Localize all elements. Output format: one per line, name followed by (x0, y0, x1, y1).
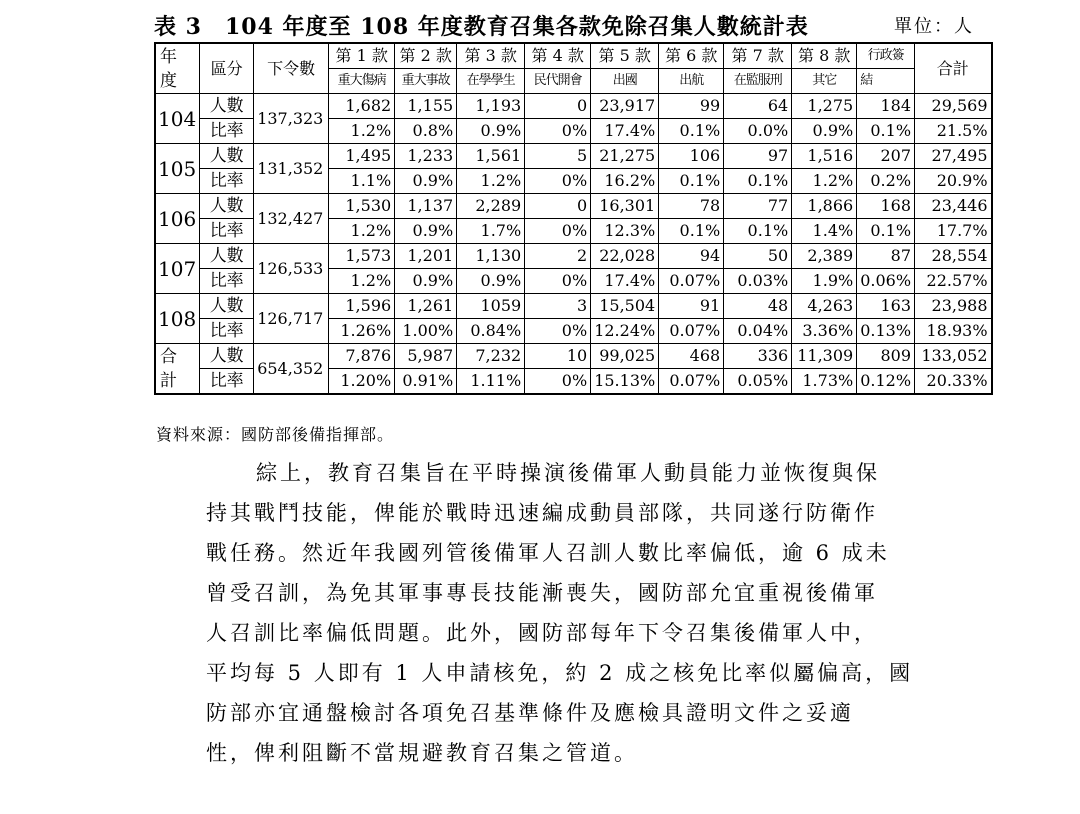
row-orders-cell: 126,533 (254, 244, 329, 294)
rate-cell: 0.9% (395, 169, 457, 194)
rate-cell: 0.2% (857, 169, 915, 194)
rate-cell: 1.11% (457, 369, 525, 395)
row-count-label: 人數 (200, 244, 254, 269)
header-year-char: 年 (160, 46, 177, 67)
row-year-char: 計 (160, 370, 177, 391)
rate-cell: 0.9% (457, 119, 525, 144)
row-count-label: 人數 (200, 144, 254, 169)
count-cell: 21,275 (591, 144, 659, 169)
rate-cell: 0.07% (659, 369, 724, 395)
paragraph-line: 綜上，教育召集旨在平時操演後備軍人動員能力並恢復與保 (256, 461, 880, 485)
count-cell: 64 (724, 94, 792, 119)
rate-cell: 12.24% (591, 319, 659, 344)
count-cell: 91 (659, 294, 724, 319)
count-cell: 77 (724, 194, 792, 219)
header-clause-label: 第 6 款 (659, 43, 724, 69)
rate-cell: 1.73% (792, 369, 857, 395)
header-clause-sub: 重大事故 (395, 69, 457, 94)
count-cell: 23,917 (591, 94, 659, 119)
rate-cell: 20.9% (915, 169, 992, 194)
row-orders-cell: 132,427 (254, 194, 329, 244)
row-rate-label: 比率 (200, 319, 254, 344)
table-row (155, 294, 992, 319)
rate-cell: 1.2% (329, 119, 395, 144)
rate-cell: 0.1% (659, 169, 724, 194)
count-cell: 184 (857, 94, 915, 119)
rate-cell: 0.03% (724, 269, 792, 294)
rate-cell: 0.1% (857, 219, 915, 244)
header-clause-sub: 重大傷病 (329, 69, 395, 94)
count-cell: 22,028 (591, 244, 659, 269)
header-clause-label: 第 3 款 (457, 43, 525, 69)
row-rate-label: 比率 (200, 169, 254, 194)
rate-cell: 21.5% (915, 119, 992, 144)
row-orders-cell: 137,323 (254, 94, 329, 144)
paragraph-line: 戰任務。然近年我國列管後備軍人召訓人數比率偏低，逾 6 成未 (206, 541, 890, 565)
rate-cell: 22.57% (915, 269, 992, 294)
rate-cell: 0.06% (857, 269, 915, 294)
count-cell: 94 (659, 244, 724, 269)
table-body (155, 43, 992, 394)
rate-cell: 3.36% (792, 319, 857, 344)
row-year-cell: 106 (155, 194, 200, 244)
paragraph-line: 平均每 5 人即有 1 人申請核免，約 2 成之核免比率似屬偏高，國 (206, 661, 914, 685)
rate-cell: 1.2% (329, 219, 395, 244)
rate-cell: 16.2% (591, 169, 659, 194)
header-category: 區分 (200, 43, 254, 94)
count-cell: 2 (525, 244, 591, 269)
rate-cell: 1.2% (457, 169, 525, 194)
header-orders: 下令數 (254, 43, 329, 94)
row-rate-label: 比率 (200, 369, 254, 395)
table-row (155, 94, 992, 119)
paragraph-line: 防部亦宜通盤檢討各項免召基準條件及應檢具證明文件之妥適 (206, 701, 854, 725)
count-cell: 1,516 (792, 144, 857, 169)
conclusion-paragraph (206, 456, 926, 776)
rate-cell: 0.9% (457, 269, 525, 294)
header-clause-sub: 出國 (591, 69, 659, 94)
count-cell: 106 (659, 144, 724, 169)
rate-cell: 0% (525, 219, 591, 244)
count-cell: 3 (525, 294, 591, 319)
rate-cell: 0.9% (792, 119, 857, 144)
row-year-cell: 104 (155, 94, 200, 144)
count-cell: 1059 (457, 294, 525, 319)
count-cell: 1,682 (329, 94, 395, 119)
count-cell: 207 (857, 144, 915, 169)
count-cell: 16,301 (591, 194, 659, 219)
row-count-label: 人數 (200, 344, 254, 369)
row-year-cell: 107 (155, 244, 200, 294)
count-cell: 1,201 (395, 244, 457, 269)
header-clause-label: 第 5 款 (591, 43, 659, 69)
header-clause-sub: 出航 (659, 69, 724, 94)
row-orders-cell: 654,352 (254, 344, 329, 395)
count-cell: 10 (525, 344, 591, 369)
count-cell: 48 (724, 294, 792, 319)
rate-cell: 0.0% (724, 119, 792, 144)
count-cell: 7,876 (329, 344, 395, 369)
rate-cell: 0.13% (857, 319, 915, 344)
rate-cell: 17.4% (591, 269, 659, 294)
count-cell: 2,289 (457, 194, 525, 219)
rate-cell: 0.12% (857, 369, 915, 395)
table-row (155, 344, 992, 369)
header-clause-label: 第 1 款 (329, 43, 395, 69)
rate-cell: 1.2% (792, 169, 857, 194)
paragraph-line: 人召訓比率偏低問題。此外，國防部每年下令召集後備軍人中， (206, 621, 878, 645)
header-clause-label: 第 2 款 (395, 43, 457, 69)
row-count-label: 人數 (200, 194, 254, 219)
rate-cell: 15.13% (591, 369, 659, 395)
count-cell: 0 (525, 194, 591, 219)
rate-cell: 0.05% (724, 369, 792, 395)
count-cell: 99 (659, 94, 724, 119)
count-cell: 5,987 (395, 344, 457, 369)
count-cell: 133,052 (915, 344, 992, 369)
rate-cell: 1.9% (792, 269, 857, 294)
paragraph-line: 性，俾利阻斷不當規避教育召集之管道。 (206, 741, 638, 765)
count-cell: 15,504 (591, 294, 659, 319)
count-cell: 0 (525, 94, 591, 119)
count-cell: 1,233 (395, 144, 457, 169)
rate-cell: 0% (525, 119, 591, 144)
header-clause-label: 第 4 款 (525, 43, 591, 69)
rate-cell: 0.84% (457, 319, 525, 344)
count-cell: 29,569 (915, 94, 992, 119)
row-orders-cell: 126,717 (254, 294, 329, 344)
count-cell: 27,495 (915, 144, 992, 169)
data-source-note: 資料來源：國防部後備指揮部。 (156, 425, 395, 444)
paragraph-line: 曾受召訓，為免其軍事專長技能漸喪失，國防部允宜重視後備軍 (206, 581, 878, 605)
count-cell: 1,530 (329, 194, 395, 219)
count-cell: 1,275 (792, 94, 857, 119)
rate-cell: 1.26% (329, 319, 395, 344)
count-cell: 1,495 (329, 144, 395, 169)
rate-cell: 0% (525, 169, 591, 194)
rate-cell: 0.1% (659, 119, 724, 144)
row-rate-label: 比率 (200, 269, 254, 294)
count-cell: 1,137 (395, 194, 457, 219)
rate-cell: 20.33% (915, 369, 992, 395)
row-count-label: 人數 (200, 294, 254, 319)
header-admin-top: 行政簽 (857, 43, 915, 69)
row-year-cell: 108 (155, 294, 200, 344)
row-year-char: 合 (160, 346, 177, 367)
count-cell: 336 (724, 344, 792, 369)
rate-cell: 18.93% (915, 319, 992, 344)
rate-cell: 1.4% (792, 219, 857, 244)
count-cell: 2,389 (792, 244, 857, 269)
rate-cell: 0.07% (659, 269, 724, 294)
row-year-cell: 105 (155, 144, 200, 194)
count-cell: 23,988 (915, 294, 992, 319)
unit-label: 單位：人 (894, 16, 974, 37)
rate-cell: 0.1% (857, 119, 915, 144)
rate-cell: 1.7% (457, 219, 525, 244)
exemption-statistics-table (154, 42, 993, 395)
rate-cell: 0% (525, 369, 591, 395)
row-orders-cell: 131,352 (254, 144, 329, 194)
count-cell: 7,232 (457, 344, 525, 369)
count-cell: 168 (857, 194, 915, 219)
table-row (155, 244, 992, 269)
rate-cell: 0.9% (395, 219, 457, 244)
rate-cell: 12.3% (591, 219, 659, 244)
rate-cell: 0.1% (659, 219, 724, 244)
rate-cell: 0.1% (724, 219, 792, 244)
count-cell: 1,130 (457, 244, 525, 269)
count-cell: 11,309 (792, 344, 857, 369)
paragraph-line: 持其戰鬥技能，俾能於戰時迅速編成動員部隊，共同遂行防衛作 (206, 501, 878, 525)
header-year-char: 度 (160, 70, 177, 91)
rate-cell: 1.2% (329, 269, 395, 294)
header-clause-label: 第 7 款 (724, 43, 792, 69)
count-cell: 28,554 (915, 244, 992, 269)
count-cell: 78 (659, 194, 724, 219)
count-cell: 1,573 (329, 244, 395, 269)
rate-cell: 0.91% (395, 369, 457, 395)
count-cell: 1,261 (395, 294, 457, 319)
rate-cell: 17.7% (915, 219, 992, 244)
count-cell: 1,596 (329, 294, 395, 319)
count-cell: 99,025 (591, 344, 659, 369)
rate-cell: 17.4% (591, 119, 659, 144)
count-cell: 5 (525, 144, 591, 169)
rate-cell: 0.07% (659, 319, 724, 344)
header-total: 合計 (915, 43, 992, 94)
count-cell: 50 (724, 244, 792, 269)
row-year-cell (155, 344, 200, 395)
row-rate-label: 比率 (200, 119, 254, 144)
count-cell: 87 (857, 244, 915, 269)
count-cell: 1,155 (395, 94, 457, 119)
table-row (155, 144, 992, 169)
table-title-row (154, 10, 980, 42)
table-title: 表 3 104 年度至 108 年度教育召集各款免除召集人數統計表 (154, 14, 809, 40)
rate-cell: 0% (525, 319, 591, 344)
rate-cell: 0% (525, 269, 591, 294)
count-cell: 1,866 (792, 194, 857, 219)
header-clause-sub: 其它 (792, 69, 857, 94)
count-cell: 163 (857, 294, 915, 319)
header-clause-sub: 民代開會 (525, 69, 591, 94)
header-clause-label: 第 8 款 (792, 43, 857, 69)
count-cell: 4,263 (792, 294, 857, 319)
count-cell: 1,193 (457, 94, 525, 119)
rate-cell: 0.1% (724, 169, 792, 194)
count-cell: 1,561 (457, 144, 525, 169)
table-row (155, 194, 992, 219)
count-cell: 97 (724, 144, 792, 169)
rate-cell: 0.8% (395, 119, 457, 144)
row-rate-label: 比率 (200, 219, 254, 244)
count-cell: 23,446 (915, 194, 992, 219)
header-year-cell (155, 43, 200, 94)
header-admin-bottom: 結 (857, 69, 915, 94)
rate-cell: 0.9% (395, 269, 457, 294)
header-clause-sub: 在學學生 (457, 69, 525, 94)
rate-cell: 0.04% (724, 319, 792, 344)
header-row-1 (155, 43, 992, 69)
count-cell: 809 (857, 344, 915, 369)
header-clause-sub: 在監服刑 (724, 69, 792, 94)
rate-cell: 1.1% (329, 169, 395, 194)
count-cell: 468 (659, 344, 724, 369)
row-count-label: 人數 (200, 94, 254, 119)
rate-cell: 1.20% (329, 369, 395, 395)
rate-cell: 1.00% (395, 319, 457, 344)
